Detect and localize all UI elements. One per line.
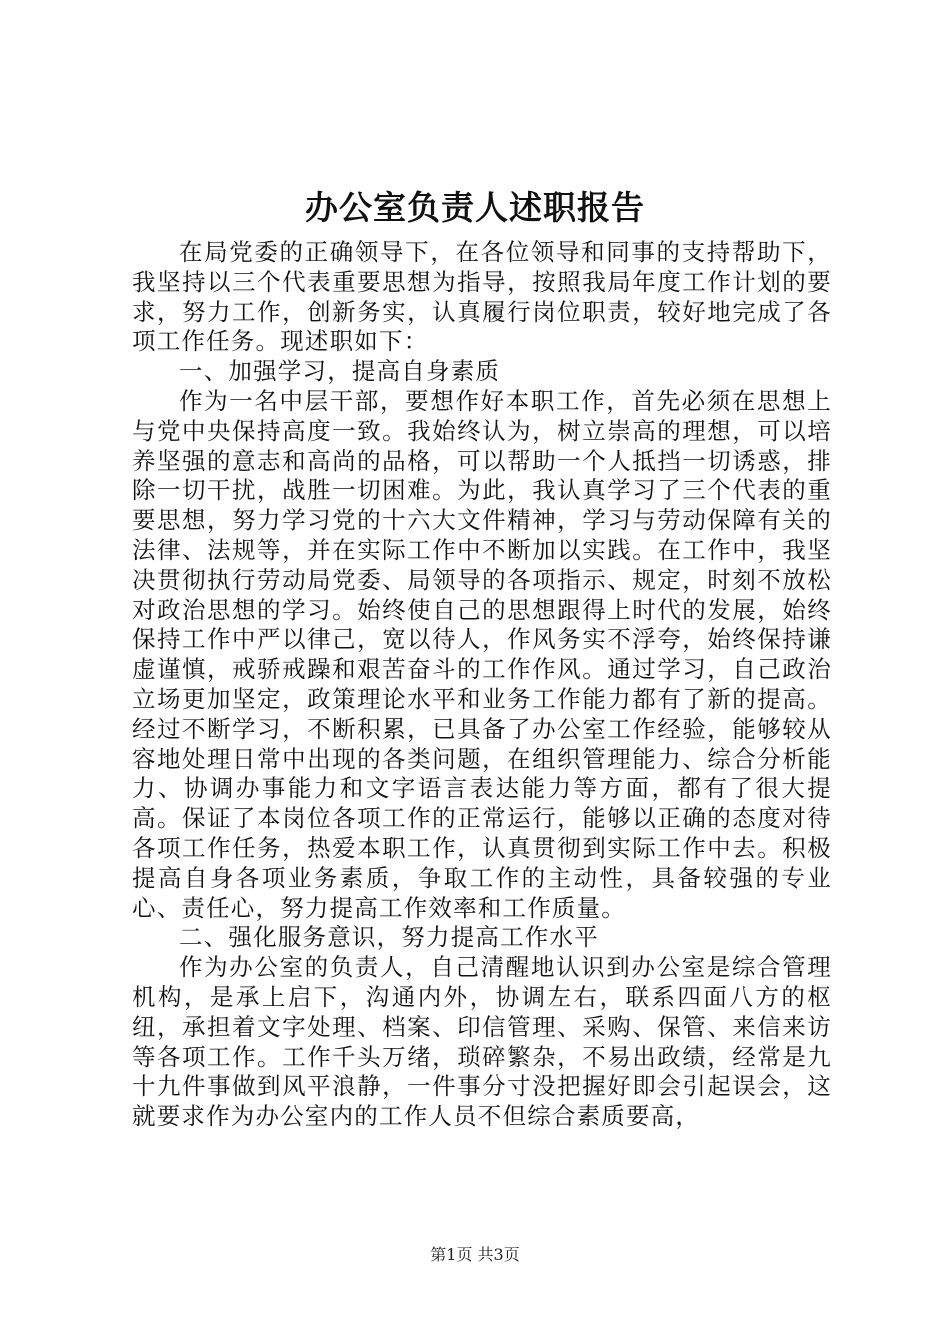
document-body (132, 238, 832, 1132)
section-heading-2: 二、强化服务意识，努力提高工作水平 (179, 923, 599, 952)
intro-paragraph: 在局党委的正确领导下，在各位领导和同事的支持帮助下，我坚持以三个代表重要思想为指导，按照我局年度工作计划的要求，努力工作，创新务实，认真履行岗位职责，较好地完成了各项工作任务。现述职如下： (132, 238, 832, 356)
section-2-paragraph: 作为办公室的负责人，自己清醒地认识到办公室是综合管理机构，是承上启下，沟通内外，协调左右，联系四面八方的枢纽，承担着文字处理、档案、印信管理、采购、保管、来信来访等各项工作。工作千头万绪，琐碎繁杂，不易出政绩，经常是九十九件事做到风平浪静，一件事分寸没把握好即会引起误会，这就要求作为办公室内的工作人员不但综合素质要高， (132, 953, 832, 1131)
section-1-paragraph: 作为一名中层干部，要想作好本职工作，首先必须在思想上与党中央保持高度一致。我始终认为，树立崇高的理想，可以培养坚强的意志和高尚的品格，可以帮助一个人抵挡一切诱惑，排除一切干扰，战胜一切困难。为此，我认真学习了三个代表的重要思想，努力学习党的十六大文件精神，学习与劳动保障有关的法律、法规等，并在实际工作中不断加以实践。在工作中，我坚决贯彻执行劳动局党委、局领导的各项指示、规定，时刻不放松对政治思想的学习。始终使自己的思想跟得上时代的发展，始终保持工作中严以律己，宽以待人，作风务实不浮夸，始终保持谦虚谨慎，戒骄戒躁和艰苦奋斗的工作作风。通过学习，自己政治立场更加坚定，政策理论水平和业务工作能力都有了新的提高。经过不断学习，不断积累，已具备了办公室工作经验，能够较从容地处理日常中出现的各类问题，在组织管理能力、综合分析能力、协调办事能力和文字语言表达能力等方面，都有了很大提高。保证了本岗位各项工作的正常运行，能够以正确的态度对待各项工作任务，热爱本职工作，认真贯彻到实际工作中去。积极提高自身各项业务素质，争取工作的主动性，具备较强的专业心、责任心，努力提高工作效率和工作质量。 (132, 386, 832, 922)
document-title: 办公室负责人述职报告 (305, 188, 645, 227)
page-footer: 第1页 共3页 (430, 1245, 520, 1264)
section-heading-1: 一、加强学习，提高自身素质 (179, 357, 501, 386)
